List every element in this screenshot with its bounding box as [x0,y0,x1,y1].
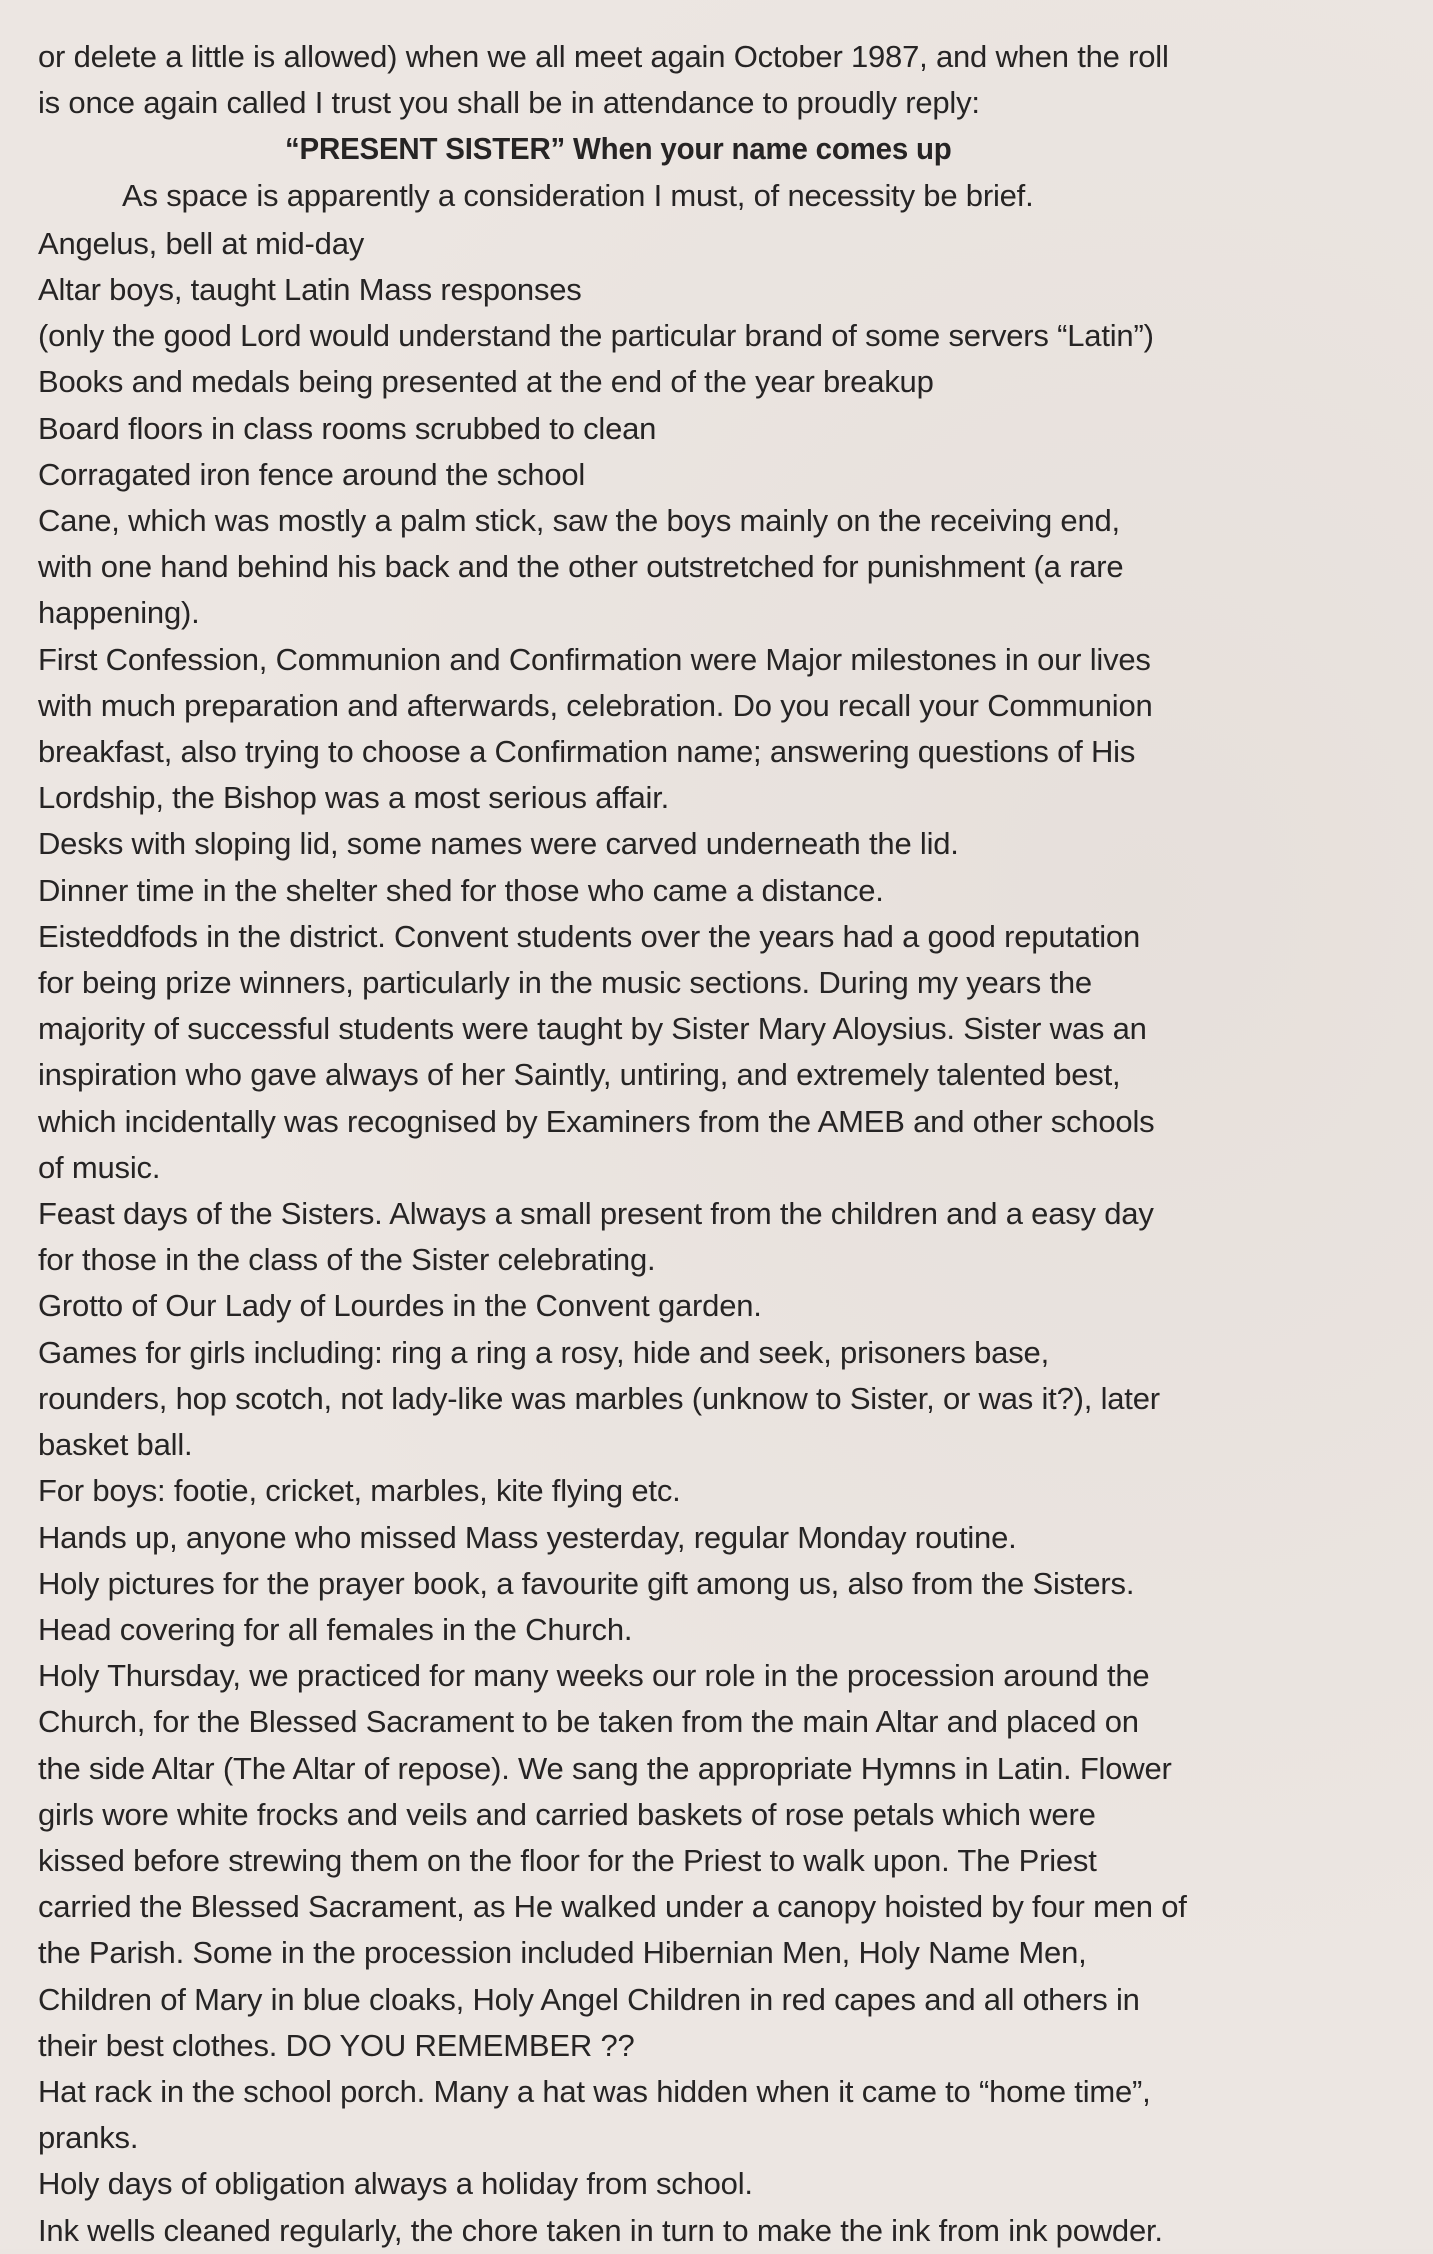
list-item [38,1515,1433,1561]
list-item-line: Feast days of the Sisters. Always a small present from the children and a easy day [38,1196,1154,1232]
list-item-line: Games for girls including: ring a ring a rosy, hide and seek, prisoners base, [38,1334,1049,1370]
list-item-line: Books and medals being presented at the end of the year breakup [38,364,934,400]
list-item-line: their best clothes. DO YOU REMEMBER ?? [38,2027,635,2063]
list-item-line: breakfast, also trying to choose a Confirmation name; answering questions of His [38,734,1136,770]
list-item-line: Angelus, bell at mid-day [38,225,365,261]
list-item [38,1191,1433,1283]
list-item [38,2069,1433,2161]
list-item-line: for those in the class of the Sister celebrating. [38,1242,656,1278]
list-item-line: Holy pictures for the prayer book, a favourite gift among us, also from the Sisters. [38,1565,1135,1601]
list-item [38,2161,1433,2207]
list-item [38,359,1433,405]
list-item [38,1653,1433,2069]
intro-line: is once again called I trust you shall be in attendance to proudly reply: [38,85,980,121]
list-item-line: Holy Thursday, we practiced for many weeks our role in the procession around the [38,1658,1150,1694]
heading-present-sister: “PRESENT SISTER” When your name comes up [285,131,952,167]
list-item [38,452,1433,498]
list-item-line: rounders, hop scotch, not lady-like was marbles (unknow to Sister, or was it?), later [38,1380,1160,1416]
list-item [38,221,1433,267]
list-item-line: Hat rack in the school porch. Many a hat was hidden when it came to “home time”, [38,2073,1151,2109]
list-item [38,267,1433,313]
list-item-line: Lordship, the Bishop was a most serious affair. [38,780,670,816]
list-item-line: of music. [38,1149,161,1185]
list-item-line: the Parish. Some in the procession included Hibernian Men, Holy Name Men, [38,1935,1087,1971]
list-item-line: Board floors in class rooms scrubbed to clean [38,410,657,446]
list-item-line: Cane, which was mostly a palm stick, saw the boys mainly on the receiving end, [38,503,1120,539]
list-item [38,637,1433,822]
list-item-line: majority of successful students were taught by Sister Mary Aloysius. Sister was an [38,1011,1147,1047]
list-item [38,1283,1433,1329]
list-item-line: Hands up, anyone who missed Mass yesterday, regular Monday routine. [38,1519,1017,1555]
intro-line: or delete a little is allowed) when we all meet again October 1987, and when the roll [38,39,1169,74]
list-item [38,914,1433,1191]
list-item-line: Altar boys, taught Latin Mass responses [38,272,582,308]
list-item [38,868,1433,914]
list-item-line: Grotto of Our Lady of Lourdes in the Convent garden. [38,1288,762,1324]
list-item-line: with much preparation and afterwards, celebration. Do you recall your Communion [38,687,1153,723]
list-item-line: pranks. [38,2120,139,2156]
list-item [38,821,1433,867]
list-item-line: with one hand behind his back and the other outstretched for punishment (a rare [38,549,1124,585]
memory-list [38,221,1433,2254]
list-item-line: First Confession, Communion and Confirmation were Major milestones in our lives [38,641,1151,677]
list-item [38,1330,1433,1469]
list-item [38,1468,1433,1514]
list-item-line: Children of Mary in blue cloaks, Holy Angel Children in red capes and all others in [38,1981,1140,2017]
list-item-line: Church, for the Blessed Sacrament to be taken from the main Altar and placed on [38,1704,1139,1740]
list-item-line: happening). [38,595,200,631]
list-item-line: basket ball. [38,1427,193,1463]
list-item [38,498,1433,637]
lead-paragraph: As space is apparently a consideration I must, of necessity be brief. [122,177,1034,213]
list-item-line: which incidentally was recognised by Examiners from the AMEB and other schools [38,1103,1155,1139]
list-item-line: for being prize winners, particularly in the music sections. During my years the [38,965,1092,1001]
list-item [38,313,1433,359]
list-item-line: (only the good Lord would understand the particular brand of some servers “Latin”) [38,318,1154,354]
list-item-line: carried the Blessed Sacrament, as He walked under a canopy hoisted by four men of [38,1889,1187,1925]
text-block [38,34,1433,2254]
list-item-line: kissed before strewing them on the floor for the Priest to walk upon. The Priest [38,1842,1097,1878]
list-item-line: Head covering for all females in the Church. [38,1611,633,1647]
list-item-line: Eisteddfods in the district. Convent students over the years had a good reputation [38,918,1141,954]
list-item [38,1607,1433,1653]
list-item-line: Ink wells cleaned regularly, the chore taken in turn to make the ink from ink powder. [38,2212,1163,2248]
list-item-line: Corragated iron fence around the school [38,456,586,492]
list-item-line: inspiration who gave always of her Saintly, untiring, and extremely talented best, [38,1057,1121,1093]
list-item [38,406,1433,452]
list-item-line: For boys: footie, cricket, marbles, kite flying etc. [38,1473,681,1509]
list-item [38,2208,1433,2254]
list-item-line: Holy days of obligation always a holiday from school. [38,2166,753,2202]
list-item-line: Dinner time in the shelter shed for those who came a distance. [38,872,884,908]
list-item-line: the side Altar (The Altar of repose). We sang the appropriate Hymns in Latin. Flower [38,1750,1172,1786]
list-item [38,1561,1433,1607]
list-item-line: girls wore white frocks and veils and carried baskets of rose petals which were [38,1796,1096,1832]
list-item-line: Desks with sloping lid, some names were carved underneath the lid. [38,826,959,862]
